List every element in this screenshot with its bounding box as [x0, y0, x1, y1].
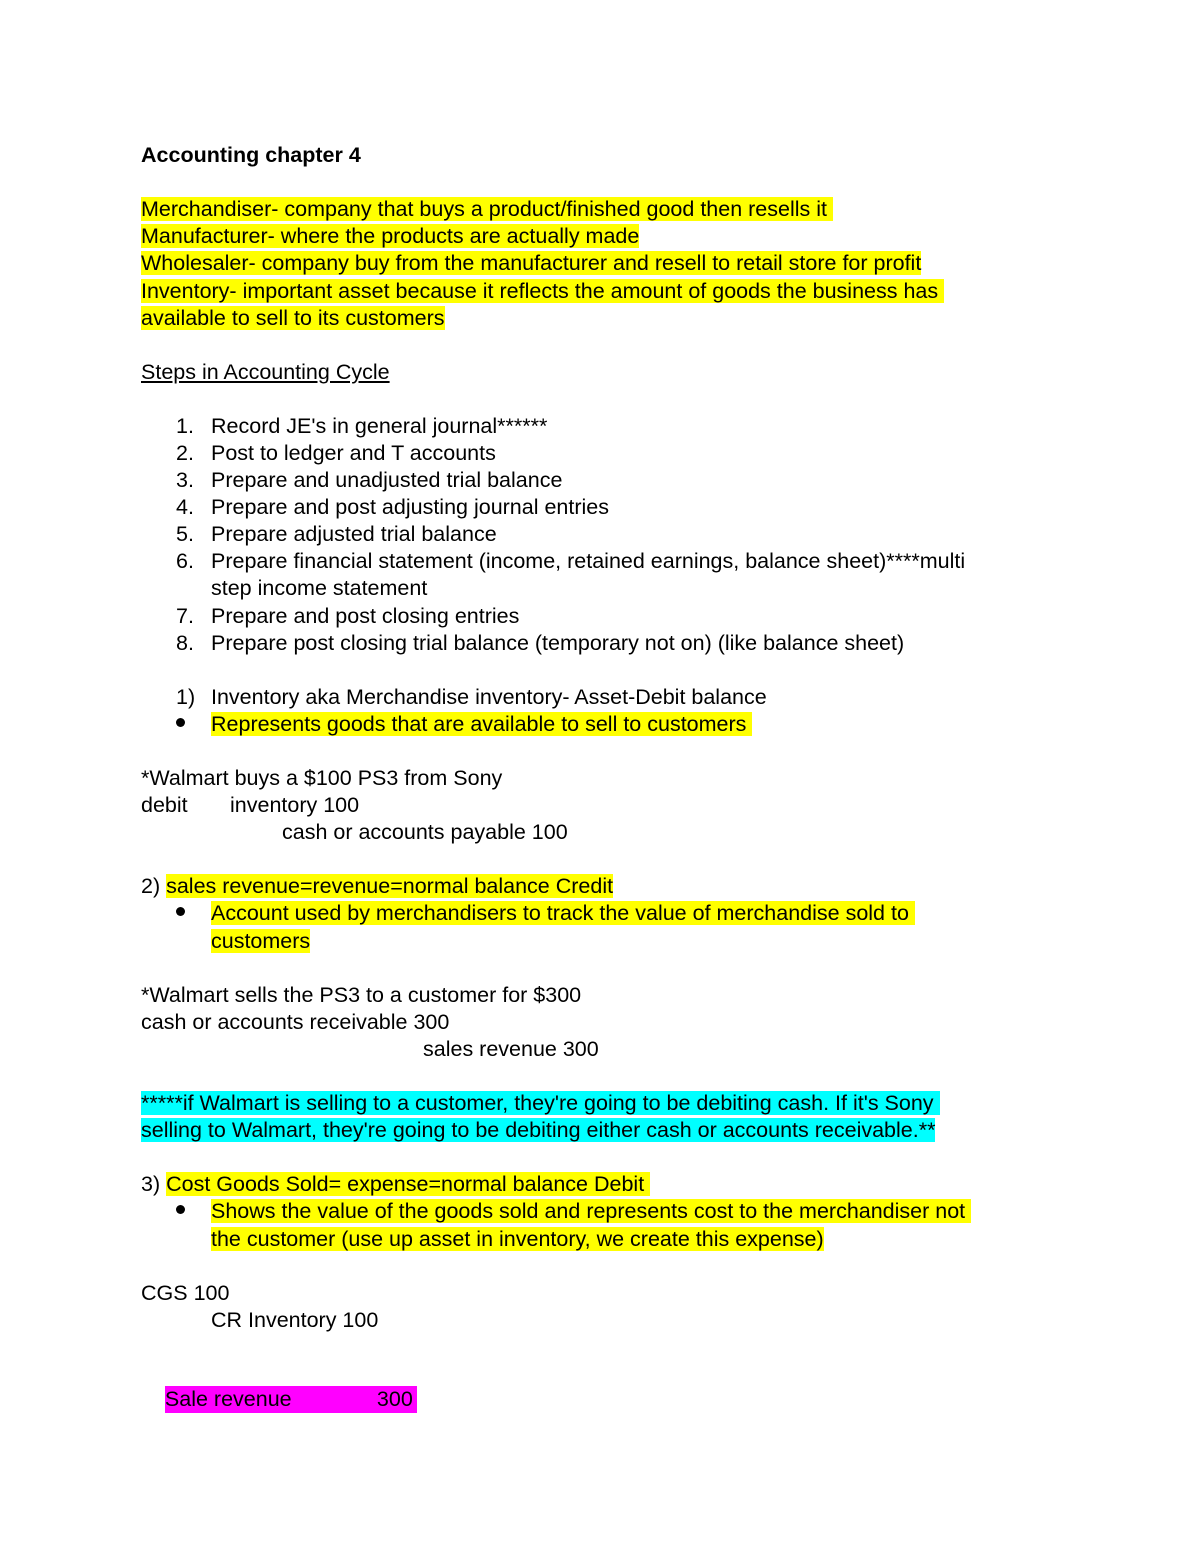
step-text-continued: step income statement — [211, 576, 428, 600]
cgs-bullet-cont — [211, 1226, 824, 1253]
journal-debit-entry: CGS 100 — [141, 1281, 230, 1305]
step-text: Prepare and post closing entries — [211, 604, 520, 628]
step-number: 3. — [176, 468, 194, 492]
note-text: selling to Walmart, they're going to be debiting either cash or accounts receivable.** — [141, 1118, 936, 1142]
definition-wholesaler — [141, 250, 921, 277]
sales-bullet-text: Account used by merchandisers to track the value of merchandise sold to — [211, 901, 915, 925]
sales-text: sales revenue=revenue=normal balance Credit — [166, 874, 614, 898]
journal-credit-entry: sales revenue 300 — [423, 1037, 599, 1061]
step-number: 5. — [176, 522, 194, 546]
journal-credit-entry: CR Inventory 100 — [211, 1308, 379, 1332]
sales-bullet — [211, 900, 915, 927]
sales-number: 2) — [141, 874, 167, 898]
step-text: Prepare and unadjusted trial balance — [211, 468, 563, 492]
steps-heading: Steps in Accounting Cycle — [141, 360, 390, 384]
step-number: 4. — [176, 495, 194, 519]
sale-revenue-label: Sale revenue — [164, 1387, 298, 1411]
definition-text: Inventory- important asset because it reflects the amount of goods the business has — [141, 279, 945, 303]
definition-manufacturer — [141, 223, 639, 250]
bullet-icon — [176, 907, 185, 916]
sale-revenue-value: 300 — [376, 1387, 413, 1411]
definition-text: Merchandiser- company that buys a product/finished good then resells it — [141, 197, 833, 221]
step-text: Prepare adjusted trial balance — [211, 522, 497, 546]
inventory-bullet-text: Represents goods that are available to sell to customers — [211, 712, 753, 736]
step-text: Post to ledger and T accounts — [211, 441, 496, 465]
inventory-heading: Inventory aka Merchandise inventory- Asset-Debit balance — [211, 685, 767, 709]
definition-inventory — [141, 278, 944, 305]
bullet-icon — [176, 718, 185, 727]
note-line — [141, 1090, 940, 1117]
step-number: 8. — [176, 631, 194, 655]
journal-debit-entry: inventory 100 — [230, 793, 360, 817]
example-walmart-sells: *Walmart sells the PS3 to a customer for $300 — [141, 983, 582, 1007]
sales-revenue-heading — [141, 873, 613, 900]
definition-text: available to sell to its customers — [141, 306, 445, 330]
step-text: Prepare post closing trial balance (temporary not on) (like balance sheet) — [211, 631, 905, 655]
journal-debit-label: debit — [141, 793, 188, 817]
definition-text: Manufacturer- where the products are actually made — [141, 224, 640, 248]
cgs-heading — [141, 1171, 650, 1198]
step-text: Record JE's in general journal****** — [211, 414, 548, 438]
step-number: 2. — [176, 441, 194, 465]
definition-merchandiser — [141, 196, 833, 223]
journal-debit-entry: cash or accounts receivable 300 — [141, 1010, 450, 1034]
journal-credit-entry: cash or accounts payable 100 — [282, 820, 568, 844]
bullet-icon — [176, 1205, 185, 1214]
inventory-number: 1) — [176, 685, 196, 709]
note-line — [141, 1117, 935, 1144]
definition-text: Wholesaler- company buy from the manufacturer and resell to retail store for profit — [141, 251, 922, 275]
inventory-bullet — [211, 711, 752, 738]
sales-bullet-cont — [211, 928, 310, 955]
cgs-number: 3) — [141, 1172, 167, 1196]
cgs-text: Cost Goods Sold= expense=normal balance Debit — [166, 1172, 651, 1196]
cgs-bullet-text: the customer (use up asset in inventory, we create this expense) — [211, 1227, 824, 1251]
step-number: 7. — [176, 604, 194, 628]
sales-bullet-text: customers — [211, 929, 311, 953]
step-text: Prepare and post adjusting journal entries — [211, 495, 610, 519]
cgs-bullet-text: Shows the value of the goods sold and represents cost to the merchandiser not — [211, 1199, 972, 1223]
definition-inventory-cont — [141, 305, 445, 332]
note-text: *****if Walmart is selling to a customer, they're going to be debiting cash. If it's Sony — [141, 1091, 940, 1115]
cgs-bullet — [211, 1198, 971, 1225]
page-title: Accounting chapter 4 — [141, 143, 361, 167]
sale-revenue-row — [141, 1359, 417, 1411]
step-number: 6. — [176, 549, 194, 573]
step-number: 1. — [176, 414, 194, 438]
step-text: Prepare financial statement (income, retained earnings, balance sheet)****multi — [211, 549, 966, 573]
sale-revenue-highlight — [165, 1386, 417, 1413]
example-walmart-buys: *Walmart buys a $100 PS3 from Sony — [141, 766, 503, 790]
